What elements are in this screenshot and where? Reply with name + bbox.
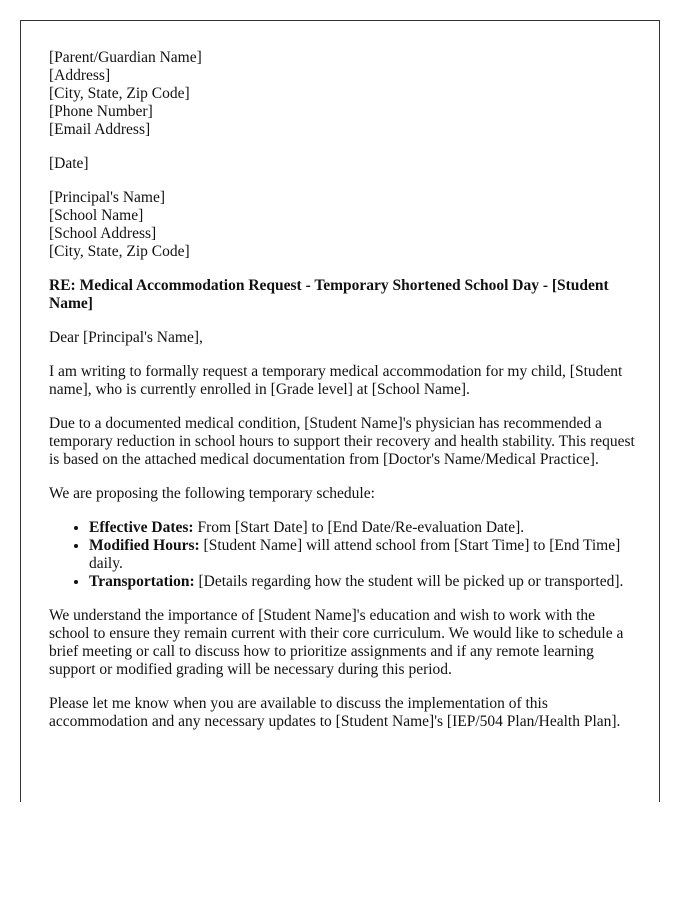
recipient-school: [School Name] — [49, 207, 144, 224]
paragraph-medical-reason: Due to a documented medical condition, [Student Name]'s physician has recommended a temporary reduction in school hours to support their recovery and health stability. This request is based on the attached medical documentation from [Doctor's Name/Medical Practice]. — [49, 415, 635, 468]
paragraph-schedule-intro: We are proposing the following temporary schedule: — [49, 485, 375, 502]
paragraph-intro: I am writing to formally request a temporary medical accommodation for my child, [Student name], who is currently enrolled in [Grade level] at [School Name]. — [49, 363, 623, 398]
list-item-label: Effective Dates: — [89, 519, 194, 536]
recipient-city-state-zip: [City, State, Zip Code] — [49, 243, 190, 260]
list-item-text: [Student Name] will attend school from [Start Time] to [End Time] daily. — [89, 537, 621, 572]
subject-line: RE: Medical Accommodation Request - Temporary Shortened School Day - [Student Name] — [49, 277, 609, 312]
recipient-school-address: [School Address] — [49, 225, 157, 242]
sender-address: [Address] — [49, 67, 111, 84]
list-item — [89, 537, 635, 573]
letter-content — [49, 49, 635, 747]
sender-name: [Parent/Guardian Name] — [49, 49, 202, 66]
list-item — [89, 573, 635, 591]
schedule-list — [49, 519, 635, 591]
list-item-text: From [Start Date] to [End Date/Re-evaluation Date]. — [193, 519, 525, 536]
sender-block — [49, 49, 635, 139]
list-item-text: [Details regarding how the student will be picked up or transported]. — [194, 573, 624, 590]
list-item-label: Modified Hours: — [89, 537, 200, 554]
salutation: Dear [Principal's Name], — [49, 329, 203, 346]
date-line: [Date] — [49, 155, 89, 172]
sender-phone: [Phone Number] — [49, 103, 153, 120]
paragraph-education: We understand the importance of [Student Name]'s education and wish to work with the school to ensure they remain current with their core curriculum. We would like to schedule a brief meeting or call to discuss how to prioritize assignments and if any remote learning support or modified grading will be necessary during this period. — [49, 607, 624, 678]
recipient-name: [Principal's Name] — [49, 189, 165, 206]
list-item-label: Transportation: — [89, 573, 195, 590]
letter-page — [20, 20, 660, 802]
sender-email: [Email Address] — [49, 121, 151, 138]
sender-city-state-zip: [City, State, Zip Code] — [49, 85, 190, 102]
recipient-block — [49, 189, 635, 261]
paragraph-closing-request: Please let me know when you are available to discuss the implementation of this accommodation and any necessary updates to [Student Name]'s [IEP/504 Plan/Health Plan]. — [49, 695, 621, 730]
list-item — [89, 519, 635, 537]
